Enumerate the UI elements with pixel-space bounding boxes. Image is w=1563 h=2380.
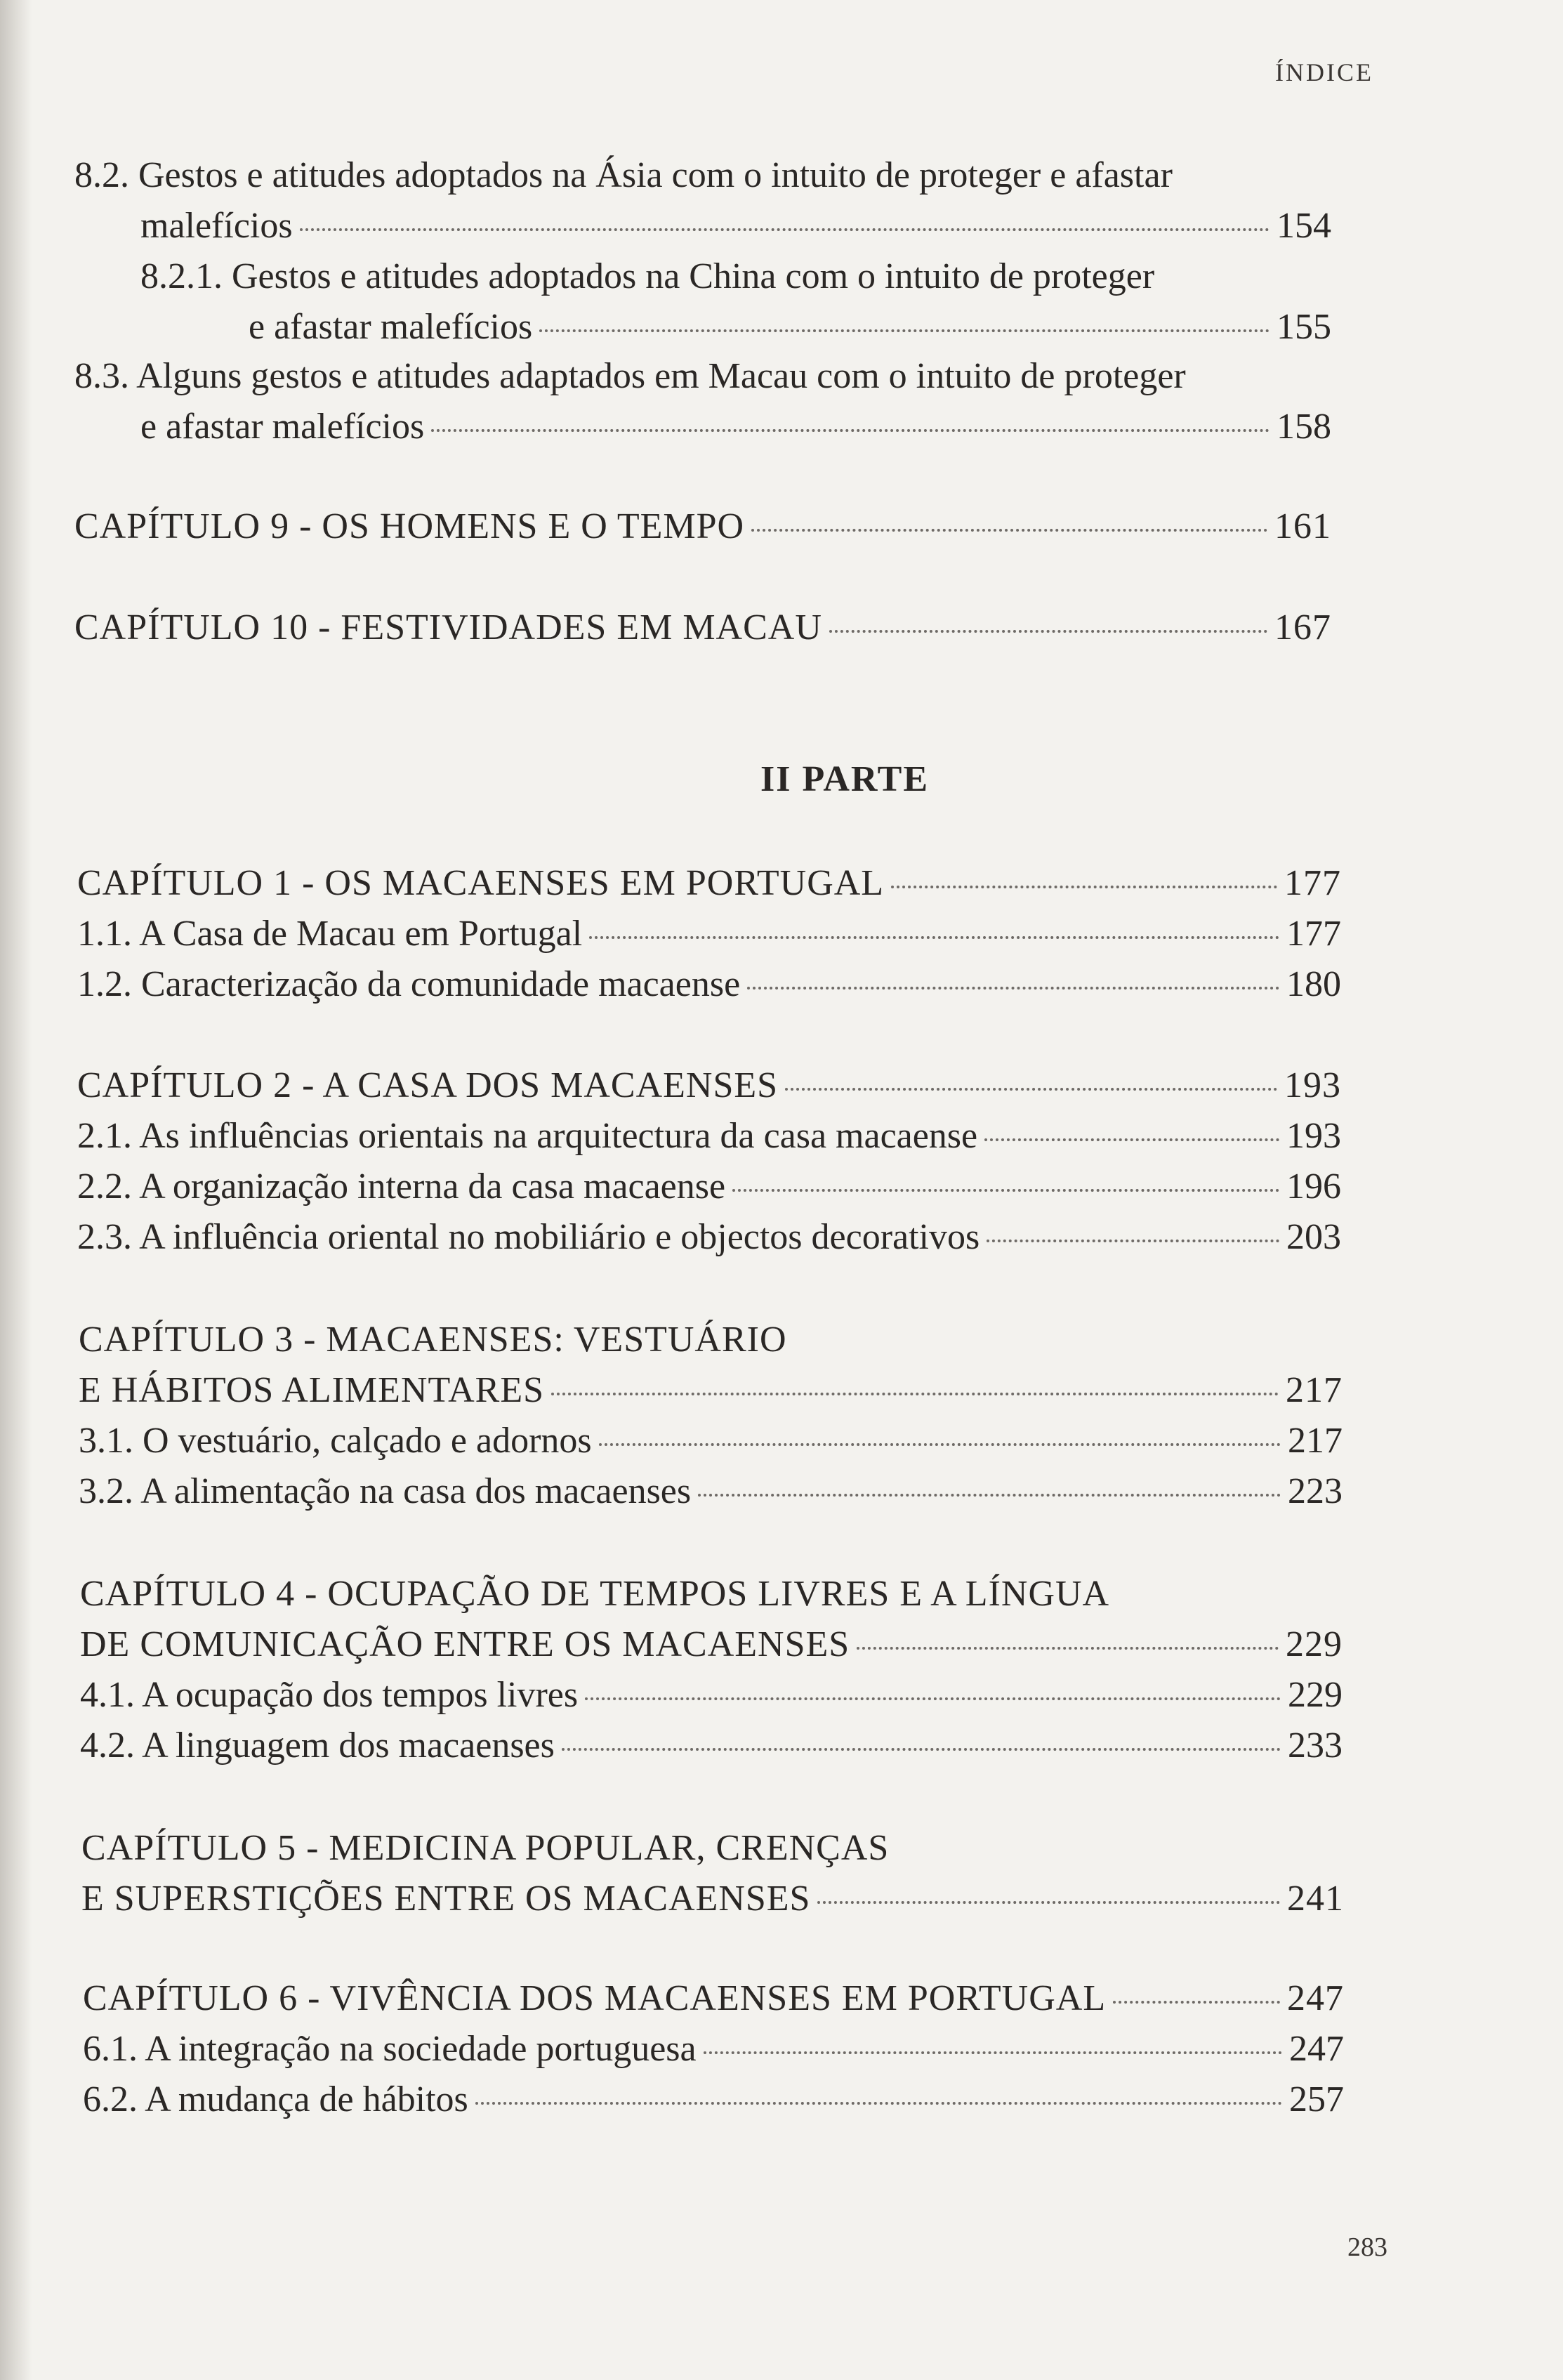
toc-entry-4-1 <box>80 1670 1343 1721</box>
toc-chapter-6 <box>83 1973 1344 2024</box>
toc-entry-title: 8.2.1. Gestos e atitudes adoptados na China com o intuito de proteger <box>140 256 1155 296</box>
part-heading-text: II PARTE <box>760 759 930 799</box>
dot-leader <box>817 1901 1280 1904</box>
toc-chapter-title-cont: DE COMUNICAÇÃO ENTRE OS MACAENSES <box>80 1624 850 1664</box>
dot-leader <box>562 1748 1281 1751</box>
toc-page-number: 203 <box>1286 1217 1341 1257</box>
toc-chapter-title: CAPÍTULO 9 - OS HOMENS E O TEMPO <box>74 506 745 546</box>
dot-leader <box>747 987 1279 990</box>
toc-entry-title-cont: malefícios <box>140 206 293 246</box>
toc-page-number: 247 <box>1289 2029 1344 2069</box>
dot-leader <box>829 630 1267 633</box>
toc-entry-title: 1.1. A Casa de Macau em Portugal <box>77 914 583 954</box>
dot-leader <box>1113 2001 1280 2004</box>
dot-leader <box>539 329 1269 332</box>
toc-entry-8-2-1 <box>140 251 1331 353</box>
toc-page-number: 217 <box>1286 1370 1343 1410</box>
dot-leader <box>551 1393 1279 1395</box>
toc-entry-title: 2.3. A influência oriental no mobiliário e objectos decorativos <box>77 1217 980 1257</box>
toc-page-number: 180 <box>1286 964 1341 1004</box>
toc-chapter-title: CAPÍTULO 5 - MEDICINA POPULAR, CRENÇAS <box>81 1828 890 1868</box>
toc-entry-8-2 <box>74 150 1331 251</box>
toc-chapter-4 <box>80 1569 1343 1670</box>
toc-chapter-5 <box>81 1823 1344 1924</box>
toc-page-number: 229 <box>1288 1675 1343 1715</box>
toc-entry-2-2 <box>77 1162 1341 1212</box>
toc-entry-6-2 <box>83 2075 1344 2125</box>
toc-entry-6-1 <box>83 2024 1344 2075</box>
dot-leader <box>300 228 1269 231</box>
toc-entry-2-1 <box>77 1111 1341 1162</box>
dot-leader <box>599 1443 1281 1446</box>
dot-leader <box>704 2051 1282 2054</box>
toc-entry-title: 4.2. A linguagem dos macaenses <box>80 1725 555 1766</box>
toc-page-number: 158 <box>1277 407 1331 447</box>
toc-page-number: 154 <box>1277 206 1331 246</box>
toc-page-number: 177 <box>1286 914 1341 954</box>
toc-page-number: 247 <box>1287 1978 1344 2018</box>
toc-page-number: 233 <box>1288 1725 1343 1766</box>
toc-chapter-title: CAPÍTULO 2 - A CASA DOS MACAENSES <box>77 1065 779 1105</box>
toc-page-number: 155 <box>1277 307 1331 347</box>
toc-chapter-title: CAPÍTULO 1 - OS MACAENSES EM PORTUGAL <box>77 863 885 903</box>
toc-page-number: 177 <box>1284 863 1341 903</box>
dot-leader <box>857 1647 1279 1650</box>
toc-chapter-title: CAPÍTULO 3 - MACAENSES: VESTUÁRIO <box>79 1320 787 1360</box>
dot-leader <box>891 886 1277 888</box>
toc-page-number: 161 <box>1274 506 1331 546</box>
toc-entry-title: 3.1. O vestuário, calçado e adornos <box>79 1421 592 1461</box>
toc-chapter-9 <box>74 501 1331 552</box>
toc-entry-1-1 <box>77 909 1341 959</box>
toc-page-number: 196 <box>1286 1166 1341 1207</box>
toc-entry-3-1 <box>79 1416 1343 1466</box>
dot-leader <box>751 529 1267 532</box>
dot-leader <box>431 429 1269 432</box>
toc-entry-4-2 <box>80 1721 1343 1771</box>
toc-page-number: 217 <box>1288 1421 1343 1461</box>
toc-page-number: 193 <box>1286 1116 1341 1156</box>
toc-entry-title: 6.1. A integração na sociedade portuguesa <box>83 2029 697 2069</box>
toc-entry-title: 2.1. As influências orientais na arquitectura da casa macaense <box>77 1116 978 1156</box>
page-gutter-shadow <box>0 0 32 2380</box>
dot-leader <box>698 1494 1281 1497</box>
part-heading <box>0 758 1563 800</box>
toc-page-number: 193 <box>1284 1065 1341 1105</box>
toc-entry-3-2 <box>79 1466 1343 1517</box>
toc-entry-title: 6.2. A mudança de hábitos <box>83 2079 468 2119</box>
toc-entry-title: 8.2. Gestos e atitudes adoptados na Ásia com o intuito de proteger e afastar <box>74 155 1173 195</box>
page-number: 283 <box>1347 2233 1387 2262</box>
dot-leader <box>589 936 1279 939</box>
toc-entry-title: 4.1. A ocupação dos tempos livres <box>80 1675 579 1715</box>
toc-chapter-title: CAPÍTULO 6 - VIVÊNCIA DOS MACAENSES EM PORTUGAL <box>83 1978 1107 2018</box>
toc-entry-2-3 <box>77 1212 1341 1263</box>
dot-leader <box>987 1240 1279 1242</box>
toc-chapter-title-cont: E HÁBITOS ALIMENTARES <box>79 1370 545 1410</box>
toc-entry-title: 2.2. A organização interna da casa macaense <box>77 1166 726 1207</box>
toc-entry-title-cont: e afastar malefícios <box>249 307 533 347</box>
dot-leader <box>785 1088 1277 1091</box>
dot-leader <box>475 2102 1282 2105</box>
dot-leader <box>585 1697 1281 1700</box>
toc-chapter-title: CAPÍTULO 10 - FESTIVIDADES EM MACAU <box>74 607 822 647</box>
toc-chapter-3 <box>79 1315 1343 1416</box>
dot-leader <box>732 1189 1279 1192</box>
toc-page-number: 223 <box>1288 1471 1343 1511</box>
toc-page-number: 257 <box>1289 2079 1344 2119</box>
toc-entry-8-3 <box>74 351 1331 452</box>
toc-chapter-title: CAPÍTULO 4 - OCUPAÇÃO DE TEMPOS LIVRES E A LÍNGUA <box>80 1574 1110 1614</box>
toc-entry-title: 3.2. A alimentação na casa dos macaenses <box>79 1471 692 1511</box>
toc-entry-1-2 <box>77 959 1341 1010</box>
dot-leader <box>984 1138 1279 1141</box>
toc-page-number: 167 <box>1274 607 1331 647</box>
toc-entry-title-cont: e afastar malefícios <box>140 407 425 447</box>
toc-page-number: 241 <box>1287 1879 1344 1919</box>
toc-chapter-10 <box>74 603 1331 653</box>
toc-entry-title: 1.2. Caracterização da comunidade macaense <box>77 964 741 1004</box>
toc-chapter-2 <box>77 1060 1341 1111</box>
running-head: ÍNDICE <box>1275 58 1373 86</box>
toc-page-number: 229 <box>1286 1624 1343 1664</box>
toc-entry-title: 8.3. Alguns gestos e atitudes adaptados em Macau com o intuito de proteger <box>74 356 1186 396</box>
toc-chapter-1 <box>77 858 1341 909</box>
toc-chapter-title-cont: E SUPERSTIÇÕES ENTRE OS MACAENSES <box>81 1879 811 1919</box>
